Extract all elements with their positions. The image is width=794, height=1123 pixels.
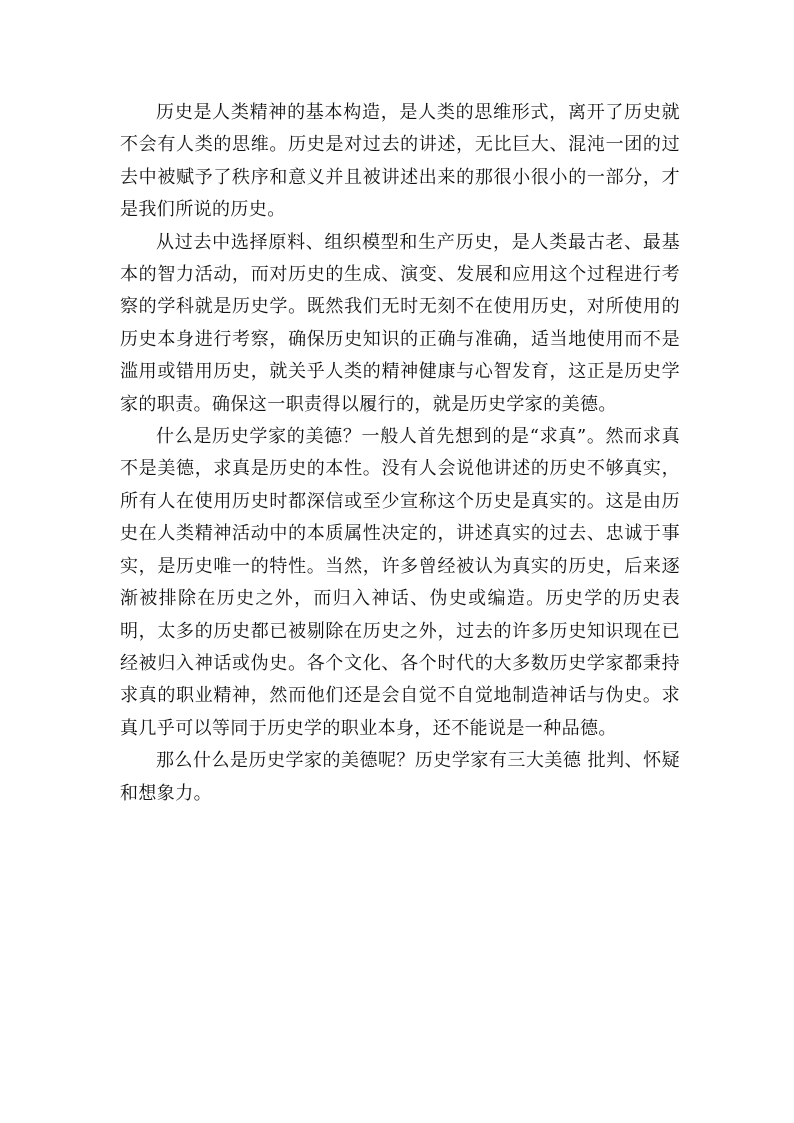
paragraph-1: 历史是人类精神的基本构造，是人类的思维形式，离开了历史就不会有人类的思维。历史是对过去的讲述，无比巨大、混沌一团的过去中被赋予了秩序和意义并且被讲述出来的那很小很小的一部分，才是我们所说的历史。 [120, 102, 680, 221]
document-body [120, 97, 680, 810]
paragraph-3: 什么是历史学家的美德？一般人首先想到的是“求真”。然而求真不是美德，求真是历史的本性。没有人会说他讲述的历史不够真实，所有人在使用历史时都深信或至少宣称这个历史是真实的。这是由历史在人类精神活动中的本质属性决定的，讲述真实的过去、忠诚于事实，是历史唯一的特性。当然，许多曾经被认为真实的历史，后来逐渐被排除在历史之外，而归入神话、伪史或编造。历史学的历史表明，太多的历史都已被剔除在历史之外，过去的许多历史知识现在已经被归入神话或伪史。各个文化、各个时代的大多数历史学家都秉持求真的职业精神，然而他们还是会自觉不自觉地制造神话与伪史。求真几乎可以等同于历史学的职业本身，还不能说是一种品德。 [120, 426, 680, 739]
paragraph-2: 从过去中选择原料、组织模型和生产历史，是人类最古老、最基本的智力活动，而对历史的生成、演变、发展和应用这个过程进行考察的学科就是历史学。既然我们无时无刻不在使用历史，对所使用的历史本身进行考察，确保历史知识的正确与准确，适当地使用而不是滥用或错用历史，就关乎人类的精神健康与心智发育，这正是历史学家的职责。确保这一职责得以履行的，就是历史学家的美德。 [120, 231, 680, 415]
paragraph-4: 那么什么是历史学家的美德呢？历史学家有三大美德 批判、怀疑和想象力。 [120, 750, 680, 804]
